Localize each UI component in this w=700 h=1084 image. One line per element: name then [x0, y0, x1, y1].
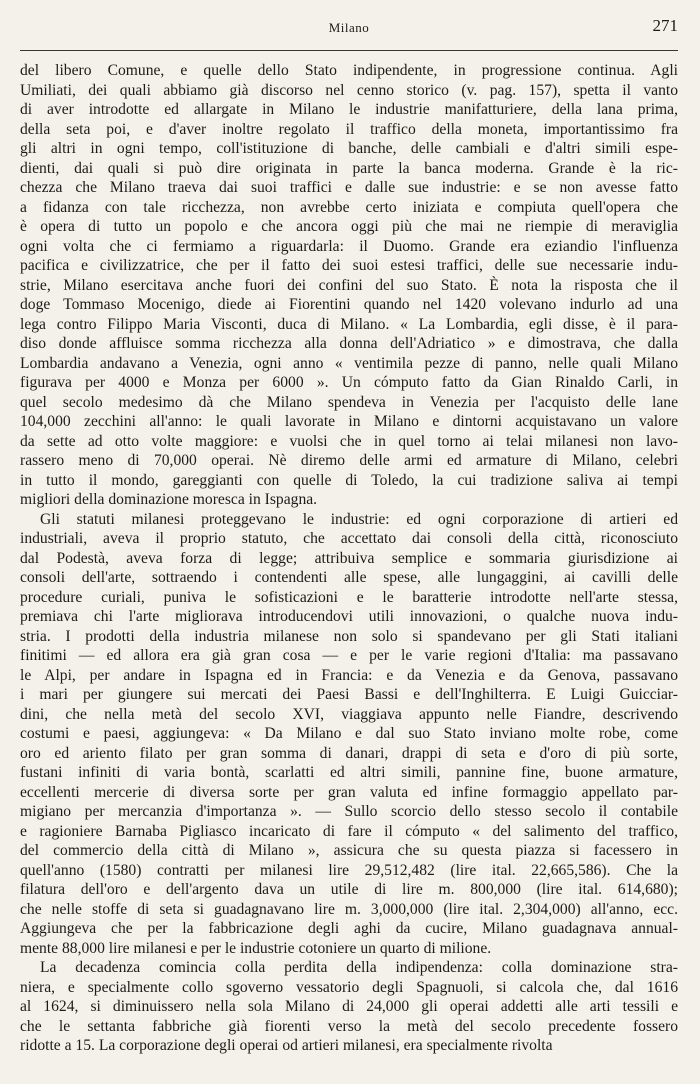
text-line: rassero meno di 70,000 operai. Nè diremo delle armi ed armature di Milano, celebri — [20, 452, 678, 469]
text-line: del libero Comune, e quelle dello Stato indipendente, in progressione continua. Agli — [20, 62, 678, 79]
text-line: lega contro Filippo Maria Visconti, duca di Milano. « La Lombardia, egli disse, è il para- — [20, 315, 678, 333]
text-line: le Alpi, per andare in Ispagna ed in Francia: e da Venezia e da Genova, passavano — [20, 666, 678, 684]
header-rule — [20, 50, 678, 51]
text-line: è opera di tutto un popolo e che ancora oggi più che mai ne riempie di meraviglia — [20, 218, 678, 235]
text-line: finitimi — ed allora era già gran cosa — e per le varie regioni d'Italia: ma passavano — [20, 647, 678, 664]
text-line: Umiliati, dei quali abbiamo già discorso nel cenno storico (v. pag. 157), spetta il vanto — [20, 81, 678, 99]
running-title: Milano — [328, 20, 370, 35]
text-line: quell'anno (1580) contratti per milanesi lire 29,512,482 (lire ital. 22,665,586). Che la — [20, 861, 678, 879]
text-line: quel secolo medesimo dà che Milano spendeva in Venezia per l'acquisto delle lane — [20, 393, 678, 411]
text-line: da sette ad otto volte maggiore: e vuolsi che in quel torno ai telai milanesi non lavo- — [20, 432, 678, 450]
text-line: dal Podestà, aveva forza di legge; attribuiva semplice e sommaria giurisdizione ai — [20, 549, 678, 567]
body-text — [20, 61, 678, 1056]
text-line: Lombardia andavano a Venezia, ogni anno « ventimila pezze di panno, nelle quali Milano — [20, 354, 678, 372]
paragraph — [20, 61, 678, 510]
text-line: filatura dell'oro e dell'argento dava un utile di lire m. 800,000 (lire ital. 614,680); — [20, 881, 678, 898]
text-line: dini, che nella metà del secolo XVI, viaggiava appunto nelle Fiandre, descrivendo — [20, 705, 678, 723]
text-line: migliori della dominazione moresca in Ispagna. — [20, 491, 318, 508]
text-line: niera, e specialmente collo sgoverno vessatorio degli Spagnuoli, si calcola che, dal 1616 — [20, 978, 678, 996]
page-header — [20, 16, 678, 40]
text-line: ridotte a 15. La corporazione degli operai od artieri milanesi, era specialmente rivolta — [20, 1037, 553, 1054]
text-line: della seta poi, e d'aver inoltre regolato il traffico della moneta, importantissimo fra — [20, 120, 678, 138]
text-line: al 1624, si diminuissero nella sola Milano di 24,000 gli operai addetti alle arti tessili e — [20, 998, 678, 1015]
paragraph — [20, 958, 678, 1056]
text-line: doge Tommaso Mocenigo, diede ai Fiorentini quando nel 1420 volevano indurlo ad una — [20, 296, 678, 313]
text-line: fustani infiniti di varia bontà, scarlatti ed altri simili, pannine fine, buone armature, — [20, 764, 678, 781]
text-line: dienti, dai quali si può dire originata in parte la banca moderna. Grande è la ric- — [20, 159, 678, 177]
paragraph — [20, 510, 678, 959]
text-line: pacifica e civilizzatrice, che per il fatto dei suoi estesi traffici, delle sue necessarie indu- — [20, 257, 678, 274]
text-line: consoli dell'arte, sottraendo i contendenti alle spese, alle lungaggini, ai cavilli delle — [20, 569, 678, 586]
text-line: Aggiungeva che per la fabbricazione degli aghi da cucire, Milano guadagnava annual- — [20, 920, 678, 937]
text-line: gli altri in ogni tempo, coll'istituzione di banche, delle cambiali e d'altri simili espe- — [20, 140, 678, 157]
text-line: stria. I prodotti della industria milanese non solo si spandevano per gli Stati italiani — [20, 627, 678, 645]
text-line: del commercio della città di Milano », assicura che su questa piazza si facessero in — [20, 842, 678, 859]
text-line: procedure curiali, puniva le sofisticazioni e le baratterie introdotte nell'arte stessa, — [20, 588, 678, 606]
text-line: oro ed ariento filato per gran somma di danari, drappi di seta e d'oro di più sorte, — [20, 744, 678, 762]
text-line: costumi e paesi, aggiungeva: « Da Milano e dal suo Stato inviano molte robe, come — [20, 725, 678, 742]
text-line: e ragioniere Barnaba Pigliasco incaricato di fare il cómputo « del salimento del traffico, — [20, 822, 678, 840]
text-line: in tutto il mondo, gareggianti con quelle di Toledo, la cui tradizione saliva ai tempi — [20, 471, 678, 489]
text-line: premiava chi l'arte migliorava introducendovi utili innovazioni, o qualche nuova indu- — [20, 608, 678, 625]
text-line: a fidanza con tale ricchezza, non avrebbe certo iniziata e compiuta quell'opera che — [20, 198, 678, 216]
text-line: che le settanta fabbriche già fiorenti verso la metà del secolo precedente fossero — [20, 1017, 678, 1035]
text-line: industriali, aveva il proprio statuto, che accettato dai consoli della città, riconosciuto — [20, 530, 678, 547]
text-line: di aver introdotte ed allargate in Milano le industrie manifatturiere, della lana prima, — [20, 101, 678, 118]
text-line: mente 88,000 lire milanesi e per le industrie cotoniere un quarto di milione. — [20, 939, 492, 957]
text-line: La decadenza comincia colla perdita della indipendenza: colla dominazione stra- — [40, 959, 678, 976]
text-line: eccellenti mercerie di diversa sorte per gran valuta ed infine formaggio appellato par- — [20, 783, 678, 801]
text-line: Gli statuti milanesi proteggevano le industrie: ed ogni corporazione di artieri ed — [40, 510, 678, 528]
text-line: i mari per giungere sui mercati dei Paesi Bassi e dell'Inghilterra. E Luigi Guicciar- — [20, 686, 678, 703]
text-line: 104,000 zecchini all'anno: le quali lavorate in Milano e dintorni acquistavano un valore — [20, 413, 678, 430]
text-line: diso donde affluisce somma ricchezza alla donna dell'Adriatico » e dimostrava, che dalla — [20, 335, 678, 352]
text-line: migiano per mercanzia d'importanza ». — Sullo scorcio dello stesso secolo il contabile — [20, 803, 678, 820]
text-line: ogni volta che ci fermiamo a riguardarla: il Duomo. Grande era eziandio l'influenza — [20, 237, 678, 255]
text-line: strie, Milano esercitava anche fuori dei confini del suo Stato. È nota la risposta che il — [20, 276, 678, 294]
text-line: che nelle stoffe di seta si guadagnavano lire m. 3,000,000 (lire ital. 2,304,000) all'anno, ecc. — [20, 900, 678, 918]
page-number: 271 — [652, 16, 678, 35]
text-line: chezza che Milano traeva dai suoi traffici e dalle sue industrie: e se non avesse fatto — [20, 179, 678, 196]
text-line: figurava per 4000 e Monza per 6000 ». Un cómputo fatto da Gian Rinaldo Carli, in — [20, 374, 678, 391]
